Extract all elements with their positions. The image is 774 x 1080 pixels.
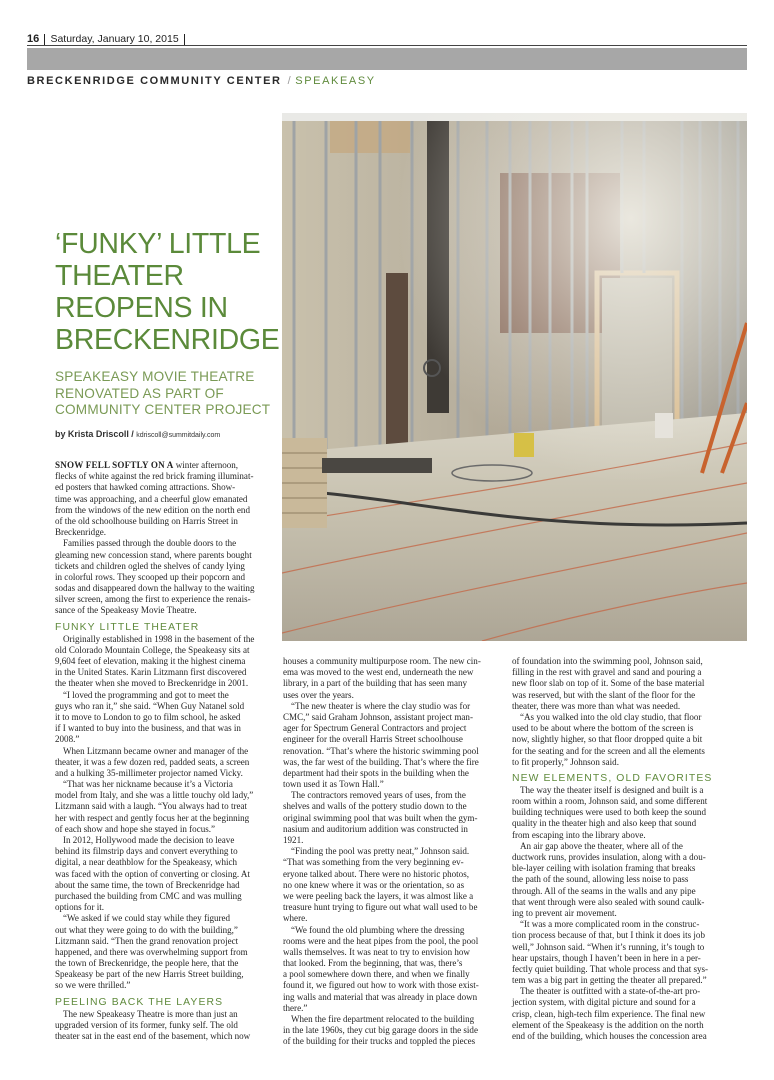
text-line: “I loved the programming and got to meet the <box>63 689 229 700</box>
text-line: silver screen, among the first to experience the renais- <box>55 594 251 605</box>
text-line: end of the building, which houses the concession area <box>512 1031 707 1041</box>
text-line: uses over the years. <box>283 689 354 700</box>
headline-line: REOPENS IN <box>55 292 228 324</box>
text-line: Families passed through the double doors to the <box>63 538 237 549</box>
headline-line: BRECKENRIDGE <box>55 324 280 356</box>
text-line: town used it as Town Hall.” <box>283 779 384 790</box>
machine-base <box>322 458 432 473</box>
headline-line: ‘FUNKY’ LITTLE <box>55 228 261 260</box>
paragraph <box>512 841 742 919</box>
text-line: ager for Spectrum General Contractors and project <box>283 723 467 734</box>
text-line <box>55 460 275 471</box>
article-headline <box>55 228 280 356</box>
text-line: ble-layer ceiling with isolation framing that breaks <box>512 863 696 874</box>
text-line: for the seating and for the screen and all the elements <box>512 745 705 756</box>
text-line: of the building for their trucks and toppled the pieces <box>283 1036 476 1047</box>
text-line: guys who ran it,” she said. “When Guy Natanel sold <box>55 700 245 711</box>
text-line: of foundation into the swimming pool, Johnson said, <box>512 656 703 666</box>
text-line: new floor slab on top of it. Some of the base material <box>512 678 705 689</box>
text-line: about the same time, the town of Breckenridge had <box>55 879 240 890</box>
text-line: quality in the theater high and also keep that sound <box>512 818 697 829</box>
text-line: Originally established in 1998 in the basement of the <box>63 633 255 644</box>
text-line: filling in the rest with gravel and sand and pouring a <box>512 667 702 678</box>
paragraph <box>55 634 275 690</box>
text-line: Breckenridge. <box>55 527 106 538</box>
text-line: that looked. From the beginning, that was, there’s <box>283 958 463 969</box>
text-line: “That was something from the very beginning ev- <box>283 857 464 868</box>
text-line: the town of Breckenridge, the people here, that the <box>55 958 239 969</box>
text-line: element of the Speakeasy is the addition on the north <box>512 1019 704 1030</box>
text-line: used to be about where the bottom of the screen is <box>512 723 694 734</box>
text-line: ductwork runs, provides insulation, along with a dou- <box>512 852 706 862</box>
text-line: so we were thrilled.” <box>55 980 131 991</box>
text-line: well,” Johnson said. “When it’s running, it’s tough to <box>512 941 705 952</box>
text-line: renovation. “That’s where the historic swimming pool <box>283 745 479 756</box>
folio-divider <box>44 34 45 45</box>
text-line: was, the far west of the building. That’s where the fire <box>283 756 479 767</box>
paragraph <box>55 835 275 913</box>
issue-date: Saturday, January 10, 2015 <box>50 33 179 45</box>
paragraph <box>283 846 503 924</box>
text-line: the theater when she moved to Breckenridge in 2001. <box>55 678 249 689</box>
text-line: a pool somewhere down there, and when we finally <box>283 969 470 980</box>
text-line: of each show and hope she stayed in focus.” <box>55 823 216 834</box>
paragraph <box>512 785 742 841</box>
text-line: happened, and there was overwhelming support from <box>55 946 248 957</box>
construction-photo <box>282 113 747 641</box>
text-line: nasium and auditorium addition was constructed in <box>283 823 468 834</box>
text-line: upgraded version of its former, funky self. The old <box>55 1019 238 1030</box>
text-line: the path of the sound, allowing less noise to pass <box>512 874 689 885</box>
paragraph <box>512 656 742 712</box>
text-line: tem was a big part in getting the theater all prepared.” <box>512 975 707 986</box>
text-line: digital, a near deathblow for the Speakeasy, which <box>55 857 238 868</box>
text-line: The way the theater itself is designed and built is a <box>520 784 704 795</box>
text-line: that went through were also sealed with sound caulk- <box>512 896 705 907</box>
text-line: through. All of the seams in the walls and any pipe <box>512 885 696 896</box>
byline-prefix: by <box>55 429 66 439</box>
text-line: time was approaching, and a cheerful glow emanated <box>55 493 248 504</box>
text-line: crisp, clean, high-tech film experience. The final new <box>512 1008 706 1019</box>
section-label <box>27 75 376 87</box>
text-line: purchased the building from CMC and was mulling <box>55 890 242 901</box>
text-line: An air gap above the theater, where all of the <box>520 840 683 851</box>
author-email[interactable]: kdriscoll@summitdaily.com <box>136 432 221 439</box>
lead-paragraph <box>55 460 275 538</box>
text-line: room within a room, Johnson said, and some different <box>512 796 708 807</box>
text-line: theater sat in the east end of the basement, which now <box>55 1031 251 1041</box>
section-subhead: PEELING BACK THE LAYERS <box>55 996 224 1008</box>
paragraph <box>512 986 742 1042</box>
text-line: was faced with the option of converting or closing. At <box>55 868 250 879</box>
body-column-3 <box>512 656 742 1042</box>
page-folio <box>27 33 185 45</box>
plywood-stack <box>282 438 327 528</box>
text-line: The new Speakeasy Theatre is more than just an <box>63 1008 238 1019</box>
text-line: from escaping into the library above. <box>512 829 646 840</box>
text-line: The theater is outfitted with a state-of-the-art pro- <box>520 986 701 997</box>
headline-line: THEATER <box>55 260 184 292</box>
text-line: old Colorado Mountain College, the Speakeasy sits at <box>55 644 250 655</box>
text-line: “The new theater is where the clay studio was for <box>291 700 471 711</box>
window-light <box>282 113 747 641</box>
text-line: walls themselves. It was neat to try to envision how <box>283 946 470 957</box>
text-line: “As you walked into the old clay studio, that floor <box>520 711 702 722</box>
text-line: options for it. <box>55 902 105 913</box>
text-line: was reserved, but with the slant of the floor for the <box>512 689 696 700</box>
text-line: from the windows of the new edition on the north end <box>55 504 250 515</box>
paragraph <box>283 790 503 846</box>
text-line: ing walls and material that was already in place down <box>283 991 478 1002</box>
text-line: where. <box>283 913 308 924</box>
text-line: gleaming new concession stand, where parents bought <box>55 549 252 560</box>
author-name: Krista Driscoll <box>67 429 129 439</box>
text-line: rooms were and the heat pipes from the pool, the pool <box>283 935 479 946</box>
text-line: ed posters that hawked coming attractions. Show- <box>55 482 236 493</box>
paragraph <box>283 1014 503 1048</box>
paragraph <box>283 656 503 701</box>
text-line: if I wanted to buy into the business, and that was in <box>55 723 241 734</box>
paragraph <box>55 779 275 835</box>
text-line: treasure hunt trying to figure out what wall used to be <box>283 902 478 913</box>
text-line: out what they were going to do with the building,” <box>55 924 238 935</box>
text-line: theater, it was a few dozen red, padded seats, a screen <box>55 756 250 767</box>
text-line: ema was moved to the west end, underneath the new <box>283 667 474 678</box>
text-line: in the late 1960s, they cut big garage doors in the side <box>283 1025 478 1036</box>
text-line: it to move to London to go to film school, he asked <box>55 711 241 722</box>
text-line: 1921. <box>283 835 304 845</box>
text-line: theater, there was more than what was needed. <box>512 700 681 711</box>
text-line: eryone talked about. There were no historic photos, <box>283 868 469 879</box>
text-line: Litzmann said. “Then the grand renovation project <box>55 935 239 946</box>
header-rule <box>27 45 747 46</box>
text-line: Litzmann said with a laugh. “You always had to treat <box>55 801 248 812</box>
text-line: her with respect and gently focus her at the beginning <box>55 812 250 823</box>
text-line: In 2012, Hollywood made the decision to leave <box>63 835 235 845</box>
text-line: When the fire department relocated to the building <box>291 1014 475 1024</box>
text-line: in colorful rows. They scooped up their popcorn and <box>55 571 246 582</box>
paragraph <box>55 538 275 616</box>
text-line: we were peeling back the layers, it was almost like a <box>283 890 474 901</box>
text-line: 9,604 feet of elevation, making it the highest cinema <box>55 656 246 666</box>
text-line: shelves and walls of the pottery studio down to the <box>283 801 467 812</box>
body-column-2 <box>283 656 503 1048</box>
text-line: sodas and disappeared down the hallway to the waiting <box>55 583 255 594</box>
text-line: and a hulking 35-millimeter projector named Vicky. <box>55 767 243 778</box>
paragraph <box>55 690 275 746</box>
text-line: The contractors removed years of uses, from the <box>291 790 466 801</box>
page-number: 16 <box>27 33 40 45</box>
paragraph <box>512 712 742 768</box>
section-name: BRECKENRIDGE COMMUNITY CENTER <box>27 75 282 87</box>
text-line: “We found the old plumbing where the dressing <box>291 924 465 935</box>
text-line: “Finding the pool was pretty neat,” Johnson said. <box>291 846 470 857</box>
section-subhead: NEW ELEMENTS, OLD FAVORITES <box>512 772 713 784</box>
text-line: building techniques were used to both keep the sound <box>512 807 706 818</box>
paragraph <box>55 913 275 991</box>
paragraph <box>512 919 742 986</box>
text-line: found it, we figured out how to work with those exist- <box>283 980 479 991</box>
text-line: library, in a part of the building that has seen many <box>283 678 468 689</box>
text-line: in the United States. Karin Litzmann first discovered <box>55 667 247 678</box>
article-deck <box>55 369 280 419</box>
text-line: houses a community multipurpose room. The new cin- <box>283 656 481 666</box>
text-line: flecks of white against the red brick framing illuminat- <box>55 471 254 482</box>
header-band <box>27 48 747 70</box>
text-line: “That was her nickname because it’s a Victoria <box>63 779 233 790</box>
body-column-1 <box>55 460 275 1042</box>
text-line: CMC,” said Graham Johnson, assistant project man- <box>283 711 473 722</box>
text-line: “It was a more complicated room in the construc- <box>520 919 700 930</box>
section-subhead: FUNKY LITTLE THEATER <box>55 621 200 633</box>
deck-line: RENOVATED AS PART OF <box>55 385 224 401</box>
paragraph <box>283 701 503 791</box>
deck-line: COMMUNITY CENTER PROJECT <box>55 402 271 417</box>
byline <box>55 429 220 439</box>
photo-illustration <box>282 113 747 641</box>
paragraph <box>283 925 503 1015</box>
text-line: Speakeasy be part of the new Harris Street building, <box>55 969 244 980</box>
deck-line: SPEAKEASY MOVIE THEATRE <box>55 369 255 384</box>
text-line: behind its filmstrip days and convert everything to <box>55 846 238 857</box>
text-line: department had their spots in the building when the <box>283 767 469 778</box>
yellow-bucket <box>514 433 534 457</box>
text-line: now, slightly higher, so that floor dropped quite a bit <box>512 734 703 745</box>
text-line: of the old schoolhouse building on Harris Street in <box>55 515 238 526</box>
byline-separator: / <box>131 429 134 439</box>
text-line: jection system, with digital picture and sound for a <box>512 997 696 1008</box>
subsection-name: SPEAKEASY <box>295 75 376 87</box>
lead-in: SNOW FELL SOFTLY ON A <box>55 460 174 470</box>
text-line: tion process because of that, but I think it does its job <box>512 930 705 941</box>
paragraph <box>55 746 275 780</box>
text-line: original swimming pool that was built when the gym- <box>283 812 478 823</box>
lead-rest: winter afternoon, <box>173 460 239 470</box>
text-line: hear upstairs, though I haven’t been in here in a per- <box>512 952 701 963</box>
text-line: no one knew where it was or the orientation, so as <box>283 879 465 890</box>
paragraph <box>55 1009 275 1043</box>
text-line: to fit properly,” Johnson said. <box>512 756 619 767</box>
section-separator: / <box>287 75 293 87</box>
text-line: “We asked if we could stay while they figured <box>63 913 231 924</box>
text-line: fectly quiet building. That whole process and that sys- <box>512 963 709 974</box>
text-line: When Litzmann became owner and manager of the <box>63 745 249 756</box>
text-line: model from Italy, and she was a little touchy old lady,” <box>55 790 254 801</box>
text-line: there.” <box>283 1002 308 1013</box>
text-line: 2008.” <box>55 734 80 745</box>
text-line: ing to prevent air movement. <box>512 907 617 918</box>
text-line: tickets and children ogled the shelves of candy lying <box>55 560 245 571</box>
text-line: engineer for the overall Harris Street schoolhouse <box>283 734 463 745</box>
folio-divider <box>184 34 185 45</box>
text-line: sance of the Speakeasy Movie Theatre. <box>55 605 197 616</box>
paint-bucket <box>655 413 673 438</box>
